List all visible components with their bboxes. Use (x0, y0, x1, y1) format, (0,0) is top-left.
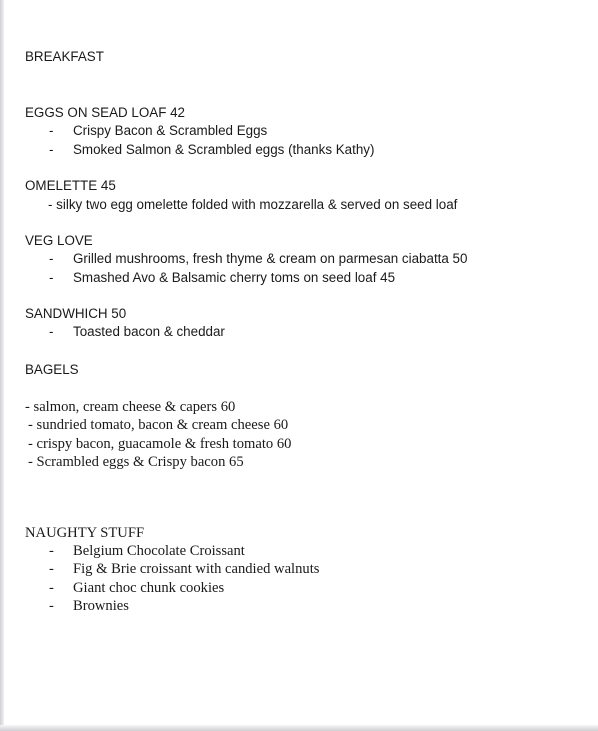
list-item: - salmon, cream cheese & capers 60 (25, 398, 236, 415)
menu-item-text: Giant choc chunk cookies (73, 579, 225, 596)
section-heading-naughty-stuff: NAUGHTY STUFF (25, 524, 145, 541)
list-item (25, 250, 585, 269)
section-bagels (25, 361, 585, 472)
menu-item-text: Smoked Salmon & Scrambled eggs (thanks Kathy) (73, 141, 375, 157)
bullet-dash: - (49, 324, 54, 339)
bullet-dash: - (49, 579, 54, 596)
section-heading-eggs: EGGS ON SEAD LOAF 42 (25, 105, 185, 120)
list-item (25, 579, 585, 598)
menu-item-text: Belgium Chocolate Croissant (73, 542, 245, 559)
section-veg-love (25, 232, 585, 287)
menu-item-text: Grilled mushrooms, fresh thyme & cream on parmesan ciabatta 50 (73, 251, 468, 266)
menu-title: BREAKFAST (25, 49, 104, 64)
bullet-dash: - (49, 598, 54, 614)
list-item (25, 323, 585, 342)
list-item (25, 597, 585, 616)
list-item: - silky two egg omelette folded with mozzarella & served on seed loaf (48, 197, 458, 212)
list-item (25, 560, 585, 579)
list-item: - sundried tomato, bacon & cream cheese 60 (28, 417, 289, 433)
list-item: - crispy bacon, guacamole & fresh tomato 60 (28, 435, 292, 452)
section-eggs (25, 104, 585, 159)
list-item (25, 542, 585, 561)
section-heading-omelette: OMELETTE 45 (25, 178, 116, 193)
menu-item-text: Brownies (73, 598, 129, 614)
page-bottom-edge (0, 725, 598, 731)
menu-item-text: Crispy Bacon & Scrambled Eggs (73, 123, 268, 138)
menu-document (25, 48, 585, 616)
bullet-dash: - (49, 561, 54, 577)
bullet-dash: - (49, 269, 54, 285)
section-omelette (25, 177, 585, 214)
section-sandwich (25, 305, 585, 342)
list-item (25, 122, 585, 141)
menu-item-text: Toasted bacon & cheddar (73, 324, 225, 339)
menu-item-text: Smashed Avo & Balsamic cherry toms on seed loaf 45 (73, 269, 396, 285)
bullet-dash: - (49, 542, 54, 559)
list-item (25, 269, 585, 288)
bullet-dash: - (49, 141, 54, 157)
section-heading-sandwich: SANDWHICH 50 (25, 306, 127, 321)
list-item: - Scrambled eggs & Crispy bacon 65 (28, 454, 244, 470)
section-naughty-stuff (25, 524, 585, 616)
section-heading-bagels: BAGELS (25, 361, 79, 377)
bullet-dash: - (49, 251, 54, 266)
page-left-edge (0, 0, 4, 731)
bullet-dash: - (49, 123, 54, 138)
section-heading-veg-love: VEG LOVE (25, 233, 93, 248)
list-item (25, 141, 585, 160)
menu-item-text: Fig & Brie croissant with candied walnuts (73, 561, 320, 577)
